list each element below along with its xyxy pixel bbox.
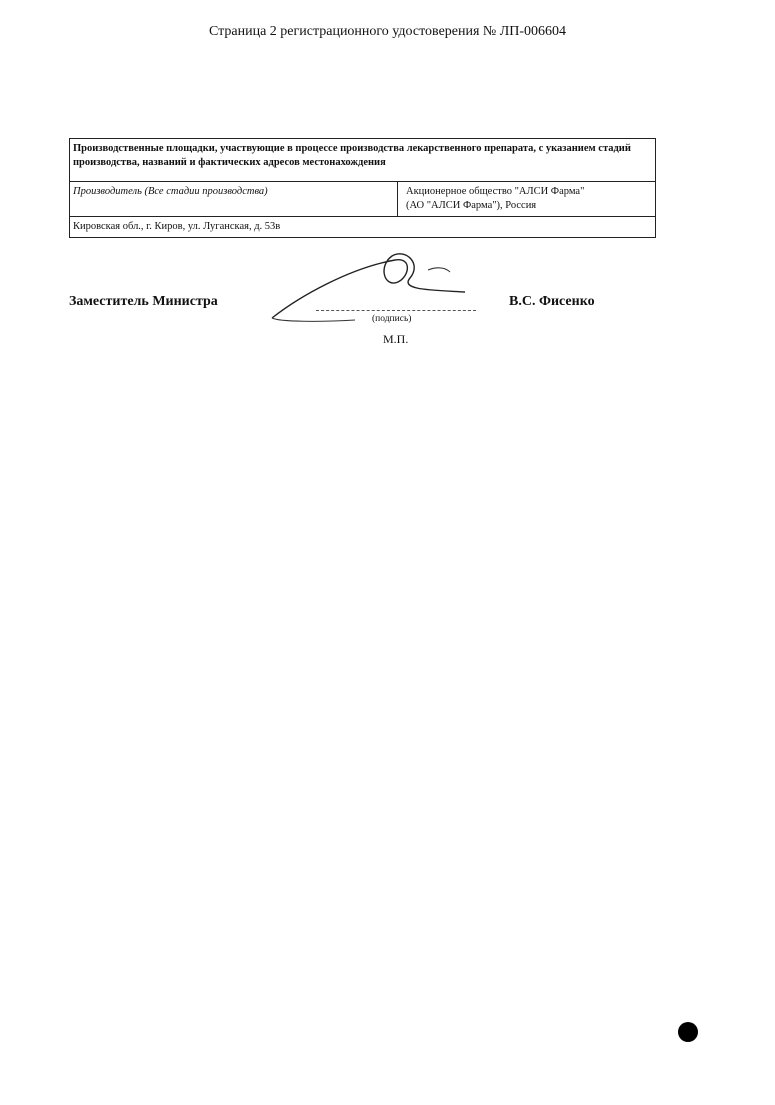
organization-name: Акционерное общество "АЛСИ Фарма" [406,186,585,197]
address-cell: Кировская обл., г. Киров, ул. Луганская, д. 53в [70,217,656,238]
table-heading-cell: Производственные площадки, участвующие в процессе производства лекарственного препарата, с указанием стадий производства, названий и фактических адресов местонахождения [70,139,656,182]
signature-caption: (подпись) [372,314,412,324]
table-row [70,139,656,182]
signature-line [316,310,476,311]
page-title: Страница 2 регистрационного удостоверения № ЛП-006604 [208,24,567,39]
table-row [70,182,656,217]
organization-short-name: (АО "АЛСИ Фарма"), Россия [406,200,537,211]
scan-dot-mark [678,1022,698,1042]
table-row [70,217,656,238]
handwritten-signature [260,246,480,326]
seal-mark: М.П. [383,332,409,346]
signatory-name: В.С. Фисенко [509,294,595,309]
signatory-position: Заместитель Министра [69,294,218,309]
production-sites-table [69,138,656,238]
manufacturer-role-cell: Производитель (Все стадии производства) [70,182,398,217]
organization-cell [398,182,656,217]
